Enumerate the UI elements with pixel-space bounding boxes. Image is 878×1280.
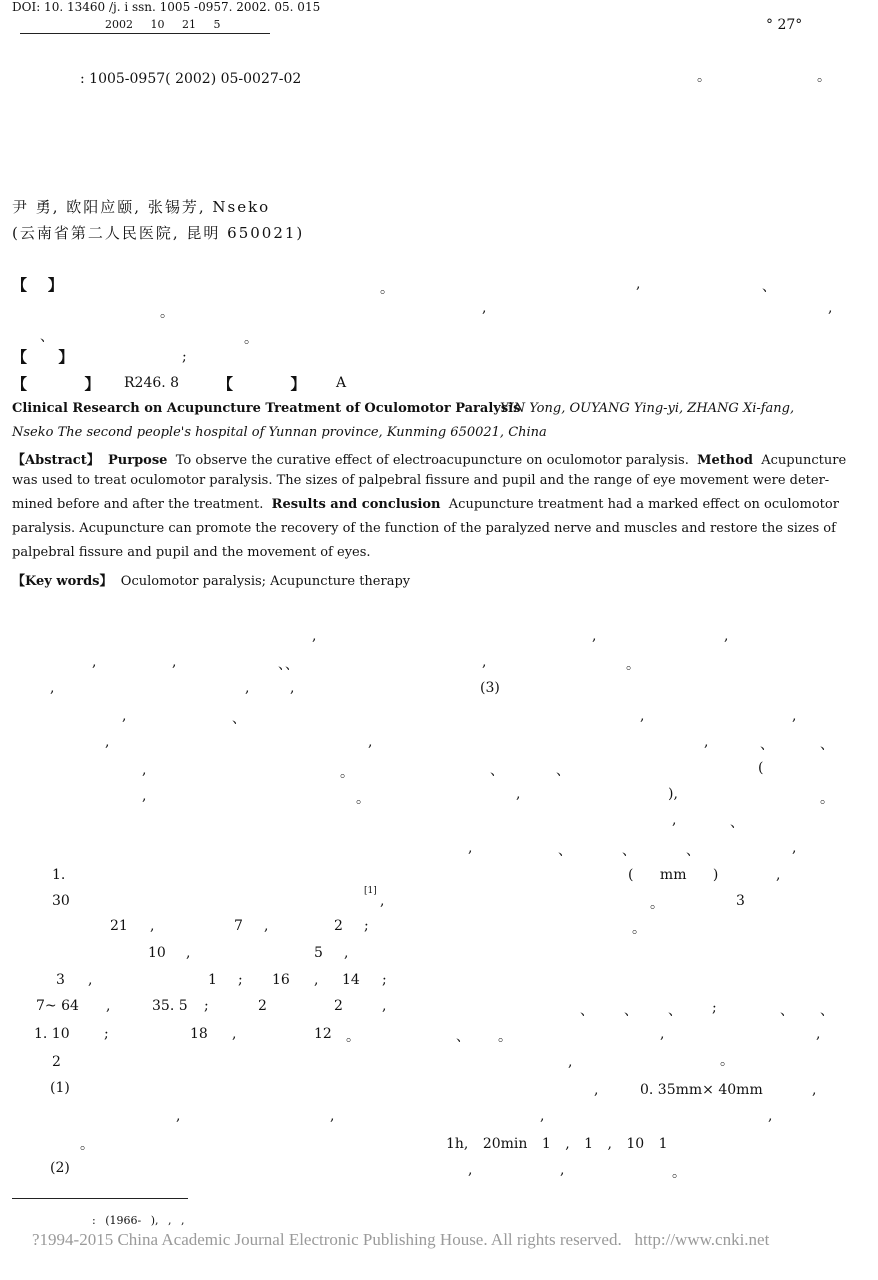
abstract-bracket: 【 】 [12,276,63,294]
punct: 、 [624,1003,638,1019]
punct: 、 [490,763,504,779]
punct: , [704,734,709,750]
punct: , [516,786,521,802]
punct: , [636,276,641,292]
footnote: : (1966- ), , , [92,1214,185,1227]
results-text-1: Acupuncture treatment had a marked effect on oculomotor [448,497,839,512]
n18: 18 [190,1026,208,1042]
abstract-line-4: paralysis. Acupuncture can promote the recovery of the function of the paralyzed nerve and muscles and restore the sizes of [12,521,836,536]
doc-code: A [336,375,347,391]
punct: 、 [622,843,636,859]
age-range: 7~ 64 [36,998,79,1014]
punct: , [92,654,97,670]
punct: , [792,708,797,724]
header-rule [20,33,270,34]
punct: , [776,867,781,883]
punct: , [312,628,317,644]
punct: , [330,1108,335,1124]
punct: , [245,680,250,696]
punct: , [382,998,387,1014]
punct: , [592,628,597,644]
punct: ; [182,349,187,365]
punct: 。 [720,1053,734,1069]
punct: 。 [356,791,370,807]
punct: , [142,788,147,804]
punct: ( [758,760,764,776]
punct: 、 [820,1003,834,1019]
abstract-label-text: Abstract [25,453,87,468]
results-label: Results and conclusion [271,497,441,512]
punct: 、、 [278,657,299,673]
punct: , [380,893,385,909]
punct: , [660,1026,665,1042]
punct: , [105,734,110,750]
article-id: : 1005-0957( 2002) 05-0027-02 [80,71,302,87]
punct: , [568,1054,573,1070]
punct: , [172,654,177,670]
punct: 、 [730,815,744,831]
section-1-heading: 1. [52,867,66,883]
punct: , [482,654,487,670]
clc-number: R246. 8 [124,375,180,391]
unit-mm: ( mm ) [628,867,719,883]
duration: 1. 10 [34,1026,70,1042]
n14: 14 [342,972,360,988]
punct: , [232,1026,237,1042]
punct: , [88,972,93,988]
date-line: 2002 10 21 5 [105,18,221,31]
punct: 、 [580,1003,594,1019]
punct: 。 [672,1165,686,1181]
affiliation-cn: (云南省第二人民医院, 昆明 650021) [12,224,305,242]
purpose-text: To observe the curative effect of electroacupuncture on oculomotor paralysis. [175,453,689,468]
punct: ; [382,972,387,988]
punct: , [150,918,155,934]
punct: , [560,1162,565,1178]
punct: , [314,972,319,988]
keywords-label: 【Key words】 [12,574,113,589]
n2b: 2 [258,998,267,1014]
n2c: 2 [334,998,343,1014]
method-text-3: mined before and after the treatment. [12,497,264,512]
punct: , [540,1108,545,1124]
n10: 10 [148,945,166,961]
needle-size: 0. 35mm× 40mm [640,1082,763,1098]
keywords-bracket-cn: 【 】 [12,348,74,366]
punct: , [724,628,729,644]
punct-top-2: 。 [817,69,831,85]
page-number-value: 27 [777,17,796,33]
punct: , [816,1026,821,1042]
punct: 、 [820,737,834,753]
punct: 。 [498,1029,512,1045]
punct: 。 [244,331,258,347]
punct: 。 [380,281,394,297]
n3-right: 3 [736,893,745,909]
punct: , [290,680,295,696]
punct: 。 [632,921,646,937]
punct: , [122,708,127,724]
english-affiliation: Nseko The second people's hospital of Yunnan province, Kunming 650021, China [12,425,547,440]
punct: , [812,1082,817,1098]
punct: 。 [626,657,640,673]
punct: 。 [820,791,834,807]
method-label: Method [697,453,753,468]
doi-line: DOI: 10. 13460 /j. i ssn. 1005 -0957. 2002. 05. 015 [12,0,321,14]
page-number: ° 27° [766,17,803,33]
punct: 、 [558,843,572,859]
clc-bracket: 【 】 [12,375,100,393]
punct: , [264,918,269,934]
age-mean: 35. 5 [152,998,188,1014]
abstract-line-3 [12,497,839,512]
punct: 、 [780,1003,794,1019]
punct: 、 [760,737,774,753]
punct: ; [104,1026,109,1042]
punct: 、 [668,1003,682,1019]
punct: ; [712,1000,717,1016]
english-title: Clinical Research on Acupuncture Treatment of Oculomotor Paralysis [12,401,521,416]
case-count: 30 [52,893,70,909]
punct: 。 [340,765,354,781]
purpose-label: Purpose [108,453,168,468]
abstract-line-5: palpebral fissure and pupil and the movement of eyes. [12,545,371,560]
abstract-label: 【Abstract】 [12,453,100,468]
doc-code-bracket: 【 】 [218,375,306,393]
punct: ; [204,998,209,1014]
n3: 3 [56,972,65,988]
n21: 21 [110,918,128,934]
punct: , [640,708,645,724]
authors-cn: 尹 勇, 欧阳应颐, 张锡芳, Nseko [12,198,271,216]
punct: , [368,734,373,750]
punct: 、 [456,1029,470,1045]
keywords-line [12,570,410,589]
n2a: 2 [334,918,343,934]
n5: 5 [314,945,323,961]
section-2-heading: 2 [52,1054,61,1070]
punct: ; [364,918,369,934]
punct: , [768,1108,773,1124]
keywords-text: Oculomotor paralysis; Acupuncture therapy [120,574,411,589]
keywords-label-text: Key words [25,574,100,589]
punct: , [344,945,349,961]
punct: , [50,680,55,696]
n7: 7 [234,918,243,934]
punct-top-1: 。 [697,69,711,85]
punct: ; [238,972,243,988]
abstract-line-2: was used to treat oculomotor paralysis. The sizes of palpebral fissure and pupil and the range of eye movement were deter- [12,473,830,488]
punct: , [594,1082,599,1098]
method-text-1: Acupuncture [761,453,847,468]
punct: 、 [40,329,54,345]
cnki-watermark: ?1994-2015 China Academic Journal Electronic Publishing House. All rights reserved. http://www.cnki.net [32,1230,770,1249]
item-2: (2) [50,1160,70,1176]
n16: 16 [272,972,290,988]
punct: , [142,762,147,778]
punct: 。 [346,1029,360,1045]
punct: 、 [232,711,246,727]
reference-1: [1] [364,886,377,896]
punct: 。 [80,1137,94,1153]
n12: 12 [314,1026,332,1042]
punct: 。 [650,896,664,912]
punct: 。 [160,305,174,321]
punct: , [106,998,111,1014]
abstract-line-1 [12,449,846,468]
footnote-rule [12,1198,188,1199]
punct: 、 [686,843,700,859]
punct: , [186,945,191,961]
item-3: (3) [480,680,500,696]
english-authors: YIN Yong, OUYANG Ying-yi, ZHANG Xi-fang, [500,401,795,416]
punct: , [792,840,797,856]
punct: , [468,840,473,856]
item-1: (1) [50,1080,70,1096]
punct: ), [668,786,678,802]
punct: , [468,1162,473,1178]
punct: , [482,300,487,316]
punct: , [176,1108,181,1124]
treatment-time: 1h, 20min 1 , 1 , 10 1 [446,1136,668,1152]
punct: 、 [762,279,776,295]
punct: 、 [556,763,570,779]
n1: 1 [208,972,217,988]
punct: , [828,300,833,316]
punct: , [672,812,677,828]
